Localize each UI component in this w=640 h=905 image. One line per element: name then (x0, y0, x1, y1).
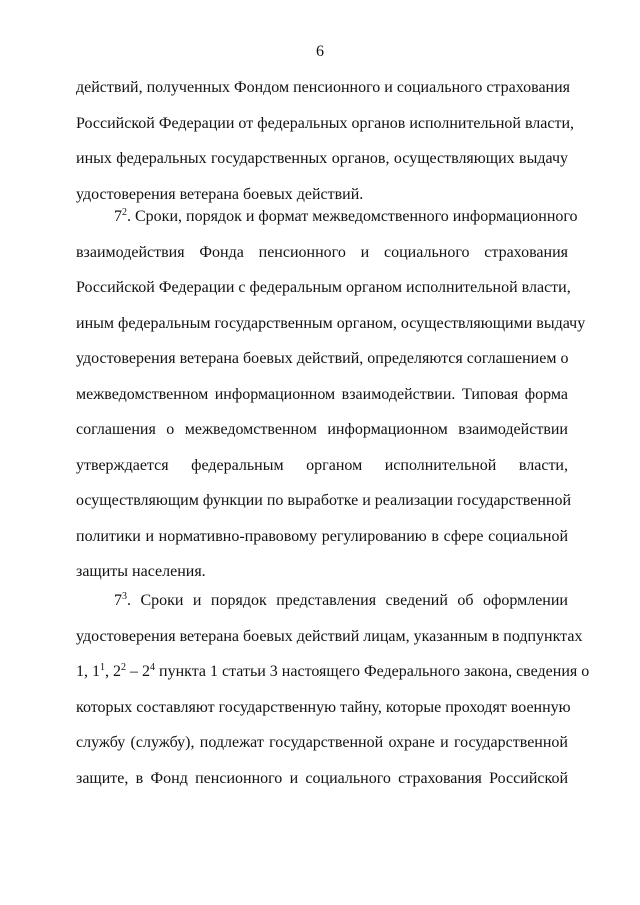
text-line: которых составляют государственную тайну, которые проходят военную (76, 698, 571, 716)
paragraph-first-line (76, 583, 568, 619)
paragraph-7-3 (76, 583, 590, 796)
text-line: иных федеральных государственных органов, осуществляющих выдачу (76, 150, 568, 167)
superscript: 1 (100, 662, 105, 673)
text-line: защиты населения. (76, 563, 206, 580)
text-fragment: – 2 (126, 663, 150, 680)
text-line: утверждается федеральным органом исполнительной власти, (76, 456, 568, 474)
paragraph-number: 7 (114, 592, 122, 609)
text-line-with-superscripts (76, 654, 590, 690)
text-line: удостоверения ветерана боевых действий лицам, указанным в подпунктах (76, 627, 583, 645)
text-line: Российской Федерации с федеральным органом исполнительной власти, (76, 279, 571, 296)
text-line: политики и нормативно-правовому регулированию в сфере социальной (76, 527, 568, 545)
text-line: иным федеральным государственным органом, осуществляющими выдачу (76, 314, 586, 332)
page-number: 6 (316, 43, 324, 60)
text-line: соглашения о межведомственном информационном взаимодействии (76, 421, 568, 438)
text-fragment: пункта 1 статьи 3 настоящего Федерального закона, сведения о (155, 663, 590, 680)
text-line: службу (службу), подлежат государственной охране и государственной (76, 734, 568, 751)
superscript: 2 (121, 662, 126, 673)
paragraph-number-superscript: 2 (122, 207, 127, 218)
superscript: 4 (150, 662, 155, 673)
text-line: действий, полученных Фондом пенсионного и социального страхования (76, 79, 571, 96)
paragraph-number: 7 (114, 208, 122, 225)
text-line: межведомственном информационном взаимодействии. Типовая форма (76, 385, 568, 403)
text-fragment: . Сроки, порядок и формат межведомственного информационного (127, 208, 578, 225)
text-fragment: . Сроки и порядок представления сведений об оформлении (127, 592, 568, 609)
text-line: удостоверения ветерана боевых действий. (76, 185, 364, 203)
text-line: защите, в Фонд пенсионного и социального страхования Российской (76, 769, 568, 787)
paragraph-7-2 (76, 199, 586, 590)
text-line: взаимодействия Фонда пенсионного и социального страхования (76, 243, 568, 261)
paragraph-first-line (76, 199, 578, 235)
text-line: удостоверения ветерана боевых действий, определяются соглашением о (76, 350, 569, 367)
paragraph-number-superscript: 3 (122, 591, 127, 602)
text-fragment: , 2 (105, 663, 121, 680)
text-fragment: 1, 1 (76, 663, 100, 680)
text-line: Российской Федерации от федеральных органов исполнительной власти, (76, 114, 575, 132)
text-line: осуществляющим функции по выработке и реализации государственной (76, 492, 571, 509)
paragraph-continuation (76, 70, 575, 212)
